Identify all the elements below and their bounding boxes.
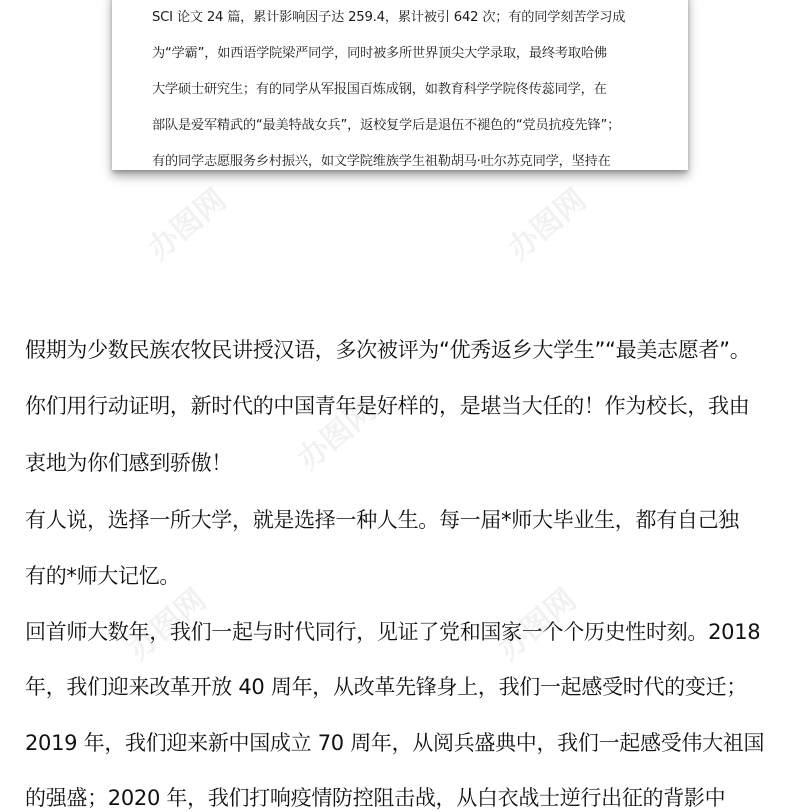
card-text-line: 部队是爱军精武的“最美特战女兵”，返校复学后是退伍不褪色的“党员抗疫先锋”； (152, 118, 621, 133)
document-excerpt-card (112, 0, 688, 170)
body-text-line: 有人说，选择一所大学，就是选择一种人生。每一届*师大毕业生，都有自己独 (25, 508, 739, 532)
body-text-line: 有的*师大记忆。 (25, 564, 181, 588)
watermark: 办图网 (291, 392, 383, 478)
watermark: 办图网 (501, 182, 593, 268)
body-text-line: 衷地为你们感到骄傲！ (25, 451, 232, 475)
watermark: 办图网 (141, 182, 233, 268)
card-text-line: 为“学霸”，如西语学院梁严同学，同时被多所世界顶尖大学录取，最终考取哈佛 (152, 46, 607, 61)
watermark: 办图网 (491, 582, 583, 668)
body-text-line: 2019 年，我们迎来新中国成立 70 周年，从阅兵盛典中，我们一起感受伟大祖国 (25, 731, 765, 755)
card-text-line: 有的同学志愿服务乡村振兴，如文学院维族学生祖勒胡马·吐尔苏克同学，坚持在 (152, 154, 611, 169)
body-text-line: 你们用行动证明，新时代的中国青年是好样的，是堪当大任的！作为校长，我由 (25, 394, 750, 418)
body-text-line: 假期为少数民族农牧民讲授汉语，多次被评为“优秀返乡大学生”“最美志愿者”。 (25, 338, 751, 362)
card-text-line: 大学硕士研究生；有的同学从军报国百炼成钢，如教育科学学院佟传蕊同学，在 (152, 82, 607, 97)
card-text-line: SCI 论文 24 篇，累计影响因子达 259.4，累计被引 642 次；有的同学刻苦学习成 (152, 10, 626, 25)
body-text-line: 回首师大数年，我们一起与时代同行，见证了党和国家一个个历史性时刻。2018 (25, 620, 761, 644)
watermark: 办图网 (121, 582, 213, 668)
body-text-line: 的强盛；2020 年，我们打响疫情防控阻击战，从白衣战士逆行出征的背影中 (25, 786, 726, 810)
body-text-line: 年，我们迎来改革开放 40 周年，从改革先锋身上，我们一起感受时代的变迁； (25, 675, 747, 699)
